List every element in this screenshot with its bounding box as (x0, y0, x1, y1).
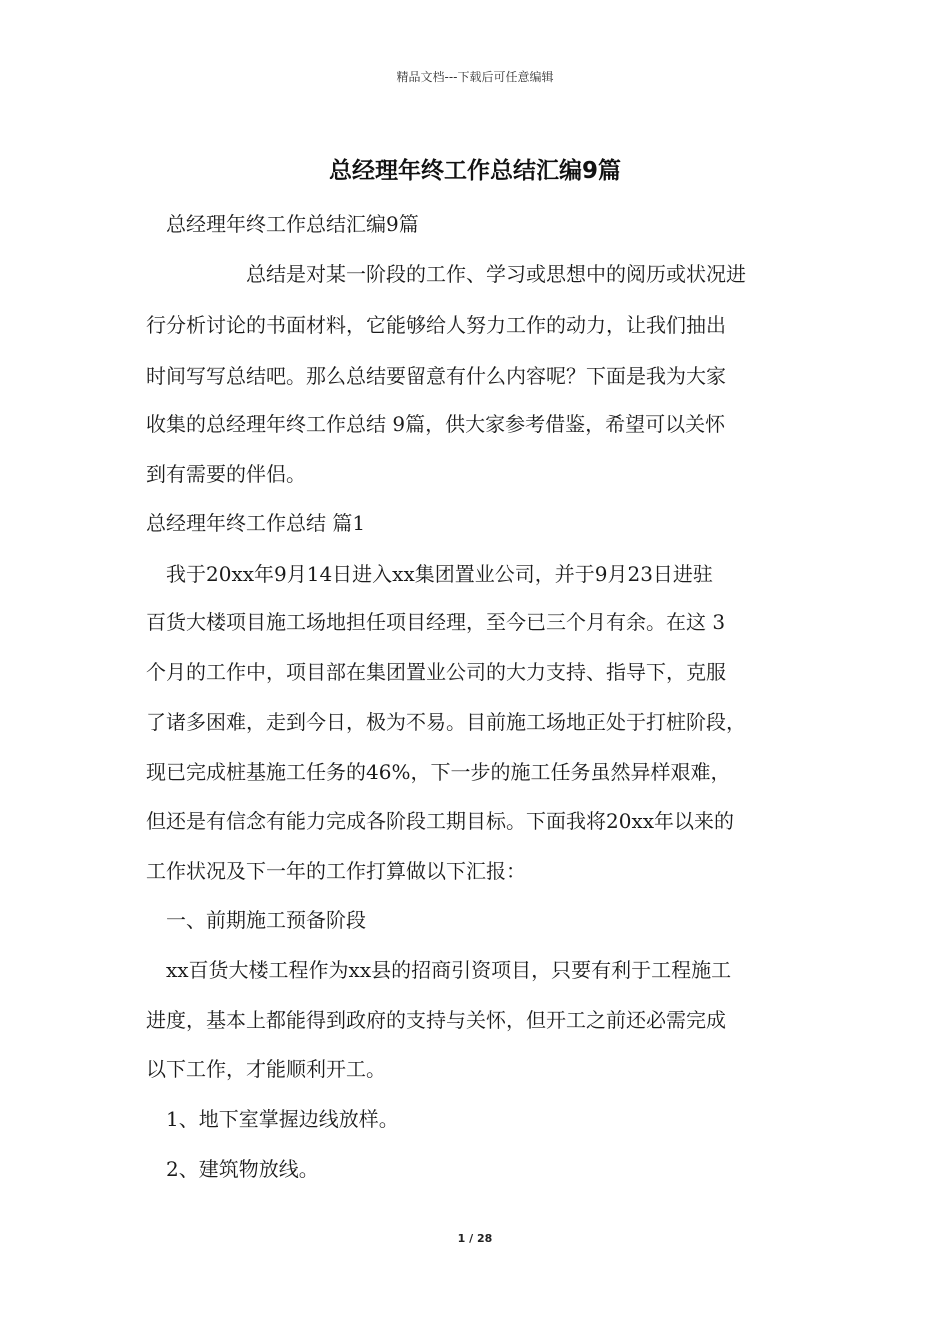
body-line: 总结是对某一阶段的工作、学习或思想中的阅历或状况进 (246, 262, 746, 286)
page-number: 1 / 28 (457, 1232, 493, 1245)
body-line: 但还是有信念有能力完成各阶段工期目标。下面我将20xx年以来的 (146, 809, 735, 833)
body-line: 个月的工作中，项目部在集团置业公司的大力支持、指导下，克服 (146, 660, 726, 684)
subtitle-line: 总经理年终工作总结汇编9篇 (166, 212, 419, 236)
body-line: 百货大楼项目施工场地担任项目经理，至今已三个月有余。在这 3 (146, 610, 726, 634)
body-line: 到有需要的伴侣。 (146, 462, 306, 486)
section-heading: 总经理年终工作总结 篇1 (146, 511, 366, 535)
body-line: xx百货大楼工程作为xx县的招商引资项目，只要有利于工程施工 (166, 958, 732, 982)
body-line: 进度，基本上都能得到政府的支持与关怀，但开工之前还必需完成 (146, 1008, 726, 1032)
body-line: 收集的总经理年终工作总结 9篇，供大家参考借鉴，希望可以关怀 (146, 412, 726, 436)
body-line: 以下工作，才能顺利开工。 (146, 1057, 386, 1081)
body-line: 了诸多困难，走到今日，极为不易。目前施工场地正处于打桩阶段， (146, 710, 746, 734)
body-line: 时间写写总结吧。那么总结要留意有什么内容呢？下面是我为大家 (146, 364, 726, 388)
document-title: 总经理年终工作总结汇编9篇 (328, 158, 621, 184)
page-header: 精品文档---下载后可任意编辑 (396, 70, 554, 84)
body-line: 现已完成桩基施工任务的46%，下一步的施工任务虽然异样艰难， (146, 760, 731, 784)
body-line: 我于20xx年9月14日进入xx集团置业公司，并于9月23日进驻 (166, 562, 713, 586)
body-line: 工作状况及下一年的工作打算做以下汇报： (146, 859, 526, 883)
body-line: 行分析讨论的书面材料，它能够给人努力工作的动力，让我们抽出 (146, 313, 726, 337)
list-item: 1、地下室掌握边线放样。 (166, 1107, 399, 1131)
list-item: 2、建筑物放线。 (166, 1157, 319, 1181)
subsection-heading: 一、前期施工预备阶段 (166, 908, 366, 932)
